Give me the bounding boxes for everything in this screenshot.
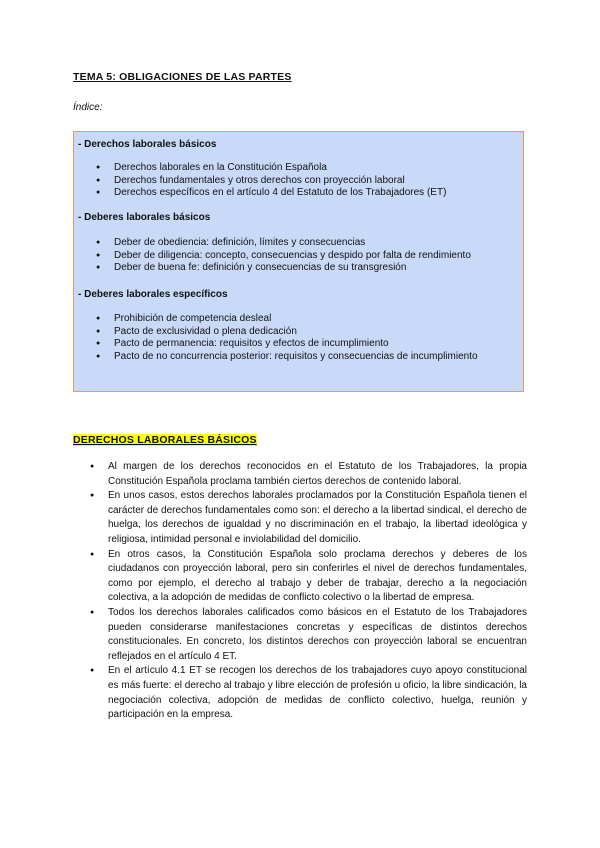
- bullet-paragraph: ● En unos casos, estos derechos laborales proclamados por la Constitución Española tienen el carácter de derechos fundamentales como son: el derecho a la libertad sindical, el derecho de huelga, los derechos de igualdad y no discriminación en el trabajo, la libertad ideológica y religiosa, intimidad personal e inviolabilidad del domicilio.: [90, 489, 527, 547]
- bullet-list: [90, 460, 527, 723]
- toc-item: ● Derechos específicos en el artículo 4 del Estatuto de los Trabajadores (ET): [96, 187, 446, 200]
- toc-section-heading: - Deberes laborales específicos: [78, 289, 228, 300]
- bullet-paragraph: ● En otros casos, la Constitución Española solo proclama derechos y deberes de los ciudadanos con proyección laboral, pero sin conferirles el nivel de derechos fundamentales, como por ejemplo, el derecho al trabajo y deber de trabajar, derecho a la negociación colectiva, a la adopción de medidas de conflicto colectivo o la libertad de empresa.: [90, 548, 527, 606]
- table-of-contents: [73, 131, 524, 392]
- toc-section-heading: - Derechos laborales básicos: [78, 139, 217, 150]
- toc-item: ● Deber de buena fe: definición y consecuencias de su transgresión: [96, 262, 471, 275]
- toc-item: ● Prohibición de competencia desleal: [96, 313, 478, 326]
- index-label: Índice:: [73, 102, 103, 113]
- section-heading: DERECHOS LABORALES BÁSICOS: [73, 434, 257, 446]
- toc-section-heading: - Deberes laborales básicos: [78, 212, 211, 223]
- toc-item: ● Deber de diligencia: concepto, consecuencias y despido por falta de rendimiento: [96, 250, 471, 263]
- toc-item: ● Deber de obediencia: definición, límites y consecuencias: [96, 237, 471, 250]
- bullet-paragraph: ● Todos los derechos laborales calificados como básicos en el Estatuto de los Trabajadores pueden considerarse manifestaciones concretas y específicas de distintos derechos constitucionales. En concreto, los distintos derechos con proyección laboral se encuentran reflejados en el artículo 4 ET.: [90, 606, 527, 664]
- toc-list: [96, 162, 446, 200]
- bullet-paragraph: ● En el artículo 4.1 ET se recogen los derechos de los trabajadores cuyo apoyo constitucional es más fuerte: el derecho al trabajo y libre elección de profesión u oficio, la libre sindicación, la negociación colectiva, adopción de medidas de conflicto colectivo, huelga, reunión y participación en la empresa.: [90, 664, 527, 722]
- toc-item: ● Pacto de exclusividad o plena dedicación: [96, 326, 478, 339]
- toc-item: ● Pacto de permanencia: requisitos y efectos de incumplimiento: [96, 338, 478, 351]
- toc-list: [96, 237, 471, 275]
- toc-item: ● Pacto de no concurrencia posterior: requisitos y consecuencias de incumplimiento: [96, 351, 478, 364]
- document-title: TEMA 5: OBLIGACIONES DE LAS PARTES: [73, 71, 292, 83]
- toc-list: [96, 313, 478, 363]
- toc-item: ● Derechos fundamentales y otros derechos con proyección laboral: [96, 175, 446, 188]
- toc-item: ● Derechos laborales en la Constitución Española: [96, 162, 446, 175]
- bullet-paragraph: ● Al margen de los derechos reconocidos en el Estatuto de los Trabajadores, la propia Constitución Española proclama también ciertos derechos de contenido laboral.: [90, 460, 527, 489]
